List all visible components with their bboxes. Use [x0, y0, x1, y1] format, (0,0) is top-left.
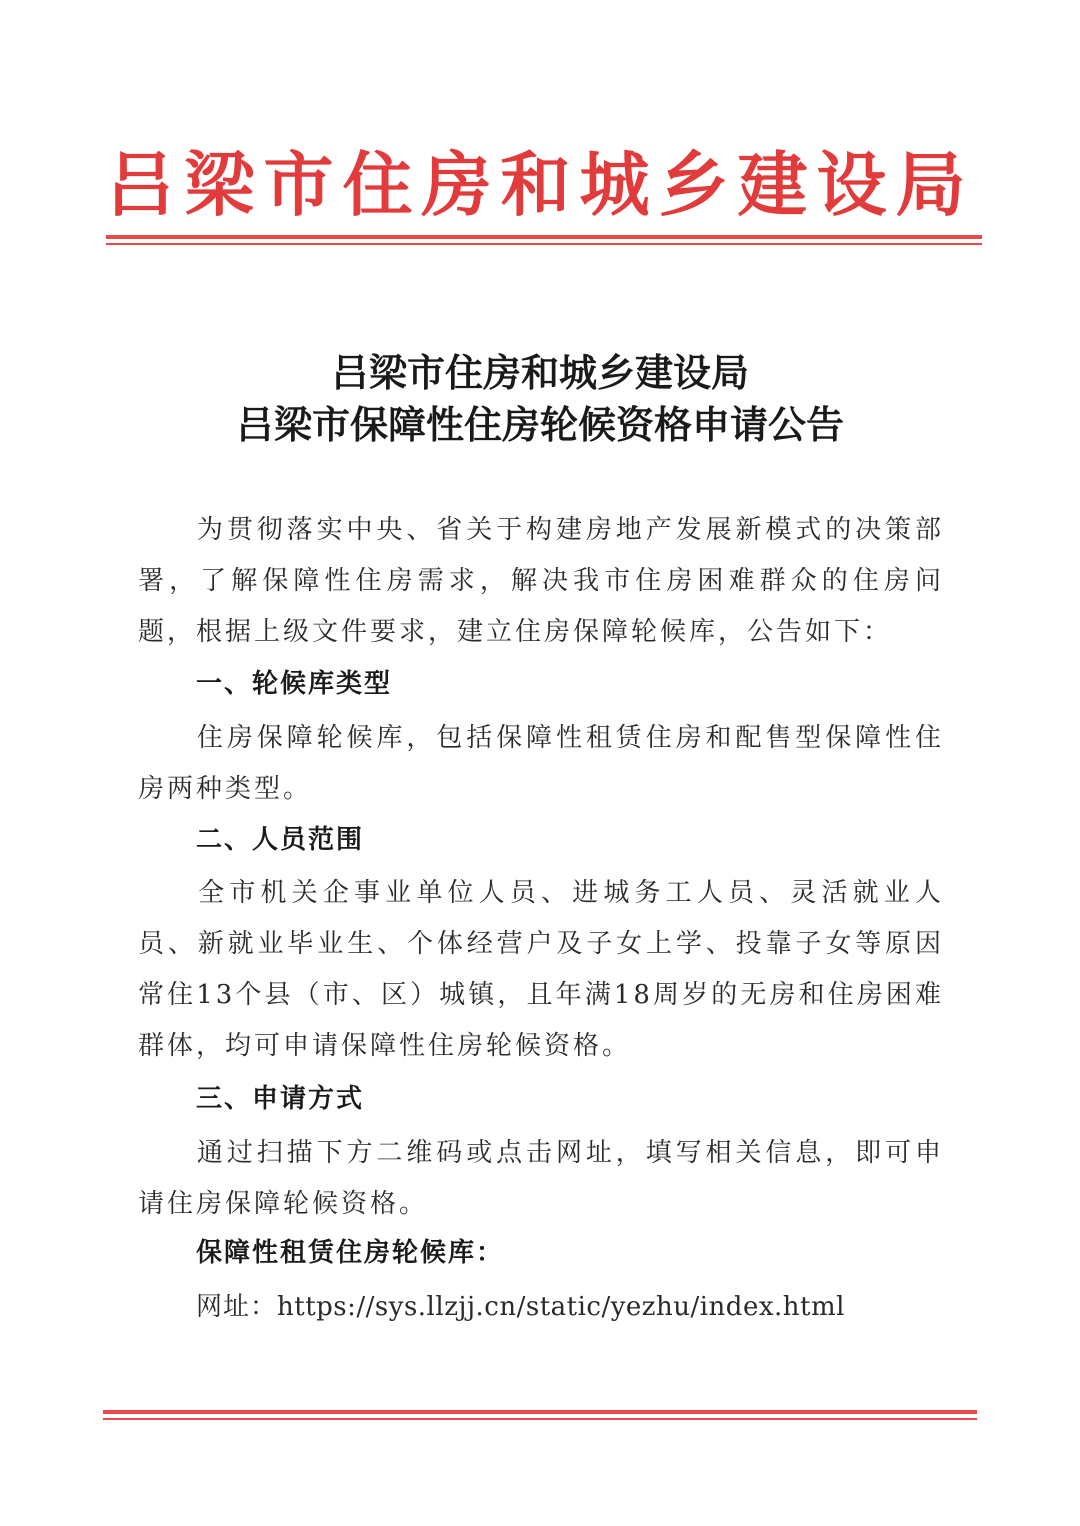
url-label: 网址： [196, 1292, 278, 1322]
letterhead-red-rule [106, 235, 982, 247]
letterhead-org-name: 吕梁市住房和城乡建设局 [105, 143, 975, 226]
document-title-line-2: 吕梁市保障性住房轮候资格申请公告 [235, 402, 844, 447]
section-body-application-method [138, 1128, 944, 1230]
red-rule-thin [106, 243, 982, 245]
intro-text: 为贯彻落实中央、省关于构建房地产发展新模式的决策部署，了解保障性住房需求，解决我市住房困难群众的住房问题，根据上级文件要求，建立住房保障轮候库，公告如下： [138, 515, 944, 647]
eligibility-text: 全市机关企事业单位人员、进城务工人员、灵活就业人员、新就业毕业生、个体经营户及子女上学、投靠子女等原因常住13个县（市、区）城镇，且年满18周岁的无房和住房困难群体，均可申请保障性住房轮候资格。 [138, 878, 944, 1061]
red-rule-thick [106, 235, 982, 239]
rental-pool-heading: 保障性租赁住房轮候库： [196, 1238, 505, 1268]
section-heading-pool-types: 一、轮候库类型 [196, 669, 393, 699]
application-method-text: 通过扫描下方二维码或点击网址，填写相关信息，即可申请住房保障轮候资格。 [138, 1138, 944, 1219]
footer-rule-thick [103, 1410, 977, 1414]
section-heading-eligibility: 二、人员范围 [196, 825, 365, 855]
document-title-line-1: 吕梁市住房和城乡建设局 [330, 350, 749, 395]
footer-rule-thin [103, 1418, 977, 1420]
pool-types-text: 住房保障轮候库，包括保障性租赁住房和配售型保障性住房两种类型。 [138, 723, 944, 804]
rental-pool-url-line [196, 1287, 845, 1327]
section-body-eligibility [138, 868, 944, 1072]
footer-red-rule [103, 1410, 977, 1422]
section-body-pool-types [138, 713, 944, 815]
intro-paragraph [138, 505, 944, 658]
section-heading-application-method: 三、申请方式 [196, 1084, 365, 1114]
rental-pool-url-link[interactable]: https://sys.llzjj.cn/static/yezhu/index.html [277, 1292, 845, 1322]
